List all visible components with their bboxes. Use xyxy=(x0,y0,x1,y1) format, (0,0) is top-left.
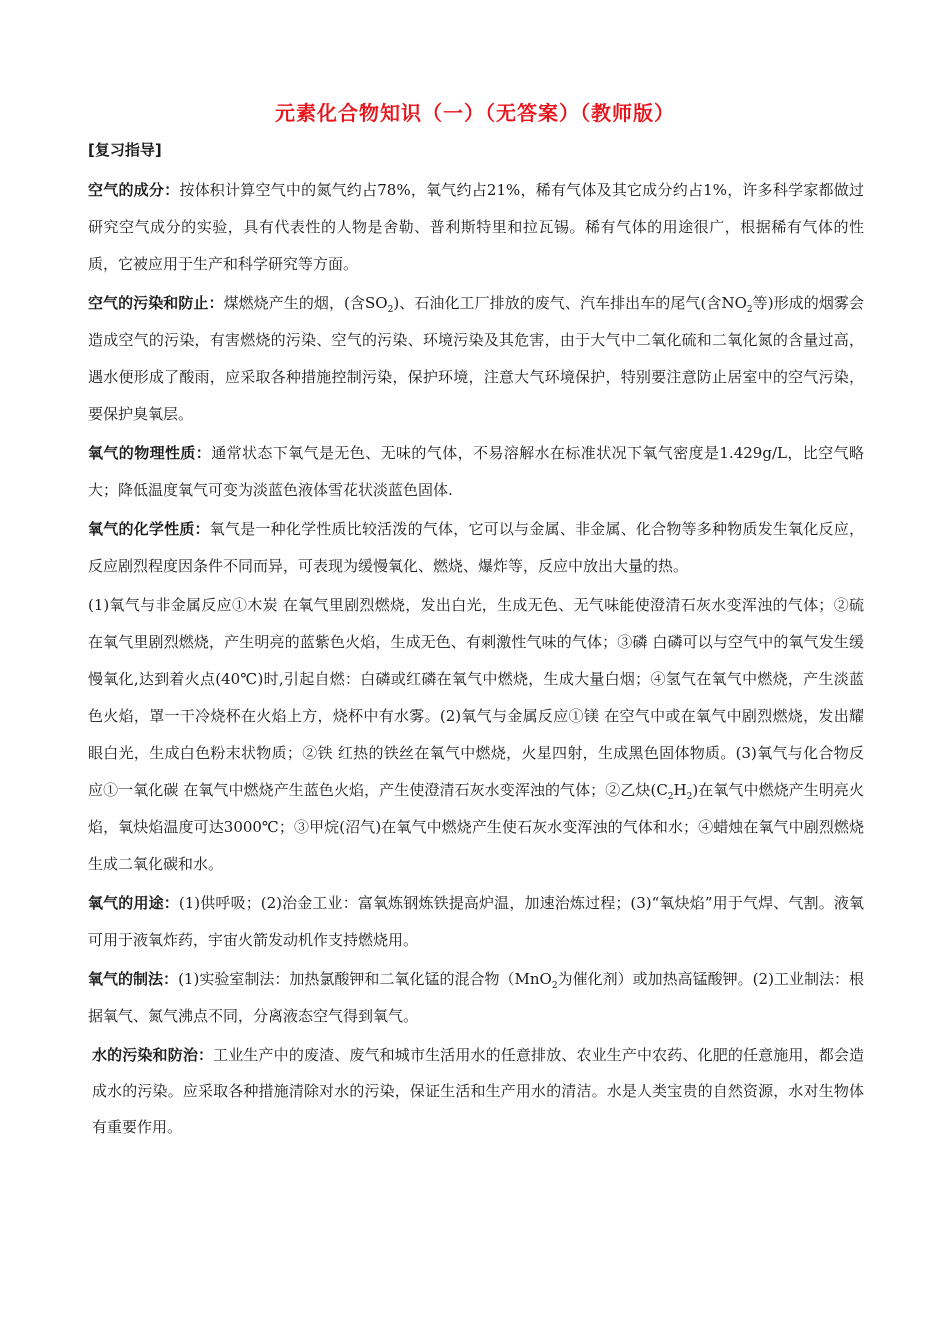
paragraph-oxygen-preparation xyxy=(88,961,864,1035)
page-title: 元素化合物知识（一）（无答案）（教师版） xyxy=(275,101,675,125)
text-oxygen-preparation-2: 为催化剂）或加热高锰酸钾。(2)工业制法：根据氧气、氮气沸点不同，分离液态空气得到氧气。 xyxy=(88,970,864,1025)
subscript: 2 xyxy=(667,792,674,802)
text-air-pollution-3: 等)形成的烟雾会造成空气的污染，有害燃烧的污染、空气的污染、环境污染及其危害，由于大气中二氧化硫和二氧化氮的含量过高，遇水便形成了酸雨，应采取各种措施控制污染，保护环境，注意大气环境保护，特别要注意防止居室中的空气污染，要保护臭氧层。 xyxy=(88,294,864,423)
text-water-pollution: 工业生产中的废渣、废气和城市生活用水的任意排放、农业生产中农药、化肥的任意施用，都会造成水的污染。应采取各种措施清除对水的污染，保证生活和生产用水的清洁。水是人类宝贵的自然资源，水对生物体有重要作用。 xyxy=(92,1046,864,1136)
paragraph-water-pollution xyxy=(88,1037,864,1145)
text-reactions-2: H xyxy=(673,781,687,799)
subscript: 2 xyxy=(387,305,394,315)
text-reactions-3: )在氧气中燃烧产生明亮火焰，氧炔焰温度可达3000℃；③甲烷(沼气)在氧气中燃烧产生使石灰水变浑浊的气体和水；④蜡烛在氧气中剧烈燃烧生成二氧化碳和水。 xyxy=(88,781,864,873)
subscript: 2 xyxy=(746,305,753,315)
term-oxygen-preparation: 氧气的制法： xyxy=(88,970,179,988)
term-air-pollution: 空气的污染和防止： xyxy=(88,294,224,312)
text-reactions-1: (1)氧气与非金属反应①木炭 在氧气里剧烈燃烧，发出白光，生成无色、无气味能使澄清石灰水变浑浊的气体；②硫 在氧气里剧烈燃烧，产生明亮的蓝紫色火焰，生成无色、有刺激性气味的气体；③磷 白磷可以与空气中的氧气发生缓慢氧化,达到着火点(40℃)时,引起自燃：白磷或红磷在氧气中燃烧，生成大量白烟；④氢气在氧气中燃烧，产生淡蓝色火焰，罩一干冷烧杯在火焰上方，烧杯中有水雾。(2)氧气与金属反应①镁 在空气中或在氧气中剧烈燃烧，发出耀眼白光，生成白色粉末状物质；②铁 红热的铁丝在氧气中燃烧，火星四射，生成黑色固体物质。(3)氧气与化合物反应①一氧化碳 在氧气中燃烧产生蓝色火焰，产生使澄清石灰水变浑浊的气体；②乙炔(C xyxy=(88,596,864,799)
term-oxygen-chemical: 氧气的化学性质： xyxy=(88,520,210,538)
document-body xyxy=(88,138,864,1147)
subscript: 2 xyxy=(551,981,558,991)
term-water-pollution: 水的污染和防治： xyxy=(92,1046,214,1064)
text-oxygen-physical: 通常状态下氧气是无色、无味的气体，不易溶解水在标准状况下氧气密度是1.429g/L，比空气略大；降低温度氧气可变为淡蓝色液体雪花状淡蓝色固体. xyxy=(88,444,864,499)
term-oxygen-physical: 氧气的物理性质： xyxy=(88,444,212,462)
text-oxygen-chemical: 氧气是一种化学性质比较活泼的气体，它可以与金属、非金属、化合物等多种物质发生氧化反应，反应剧烈程度因条件不同而异，可表现为缓慢氧化、燃烧、爆炸等，反应中放出大量的热。 xyxy=(88,520,864,575)
term-air-composition: 空气的成分： xyxy=(88,181,180,199)
text-air-composition: 按体积计算空气中的氮气约占78%，氧气约占21%，稀有气体及其它成分约占1%，许多科学家都做过研究空气成分的实验，具有代表性的人物是舍勒、普利斯特里和拉瓦锡。稀有气体的用途很广，根据稀有气体的性质，它被应用于生产和科学研究等方面。 xyxy=(88,181,864,273)
paragraph-oxygen-uses xyxy=(88,885,864,959)
paragraph-reactions xyxy=(88,587,864,883)
term-oxygen-uses: 氧气的用途： xyxy=(88,894,179,912)
paragraph-air-pollution xyxy=(88,285,864,433)
text-oxygen-uses: (1)供呼吸；(2)治金工业：富氧炼钢炼铁提高炉温，加速治炼过程；(3)“氧炔焰”用于气焊、气割。液氧可用于液氧炸药，宇宙火箭发动机作支持燃烧用。 xyxy=(88,894,864,949)
paragraph-oxygen-physical xyxy=(88,435,864,509)
paragraph-oxygen-chemical xyxy=(88,511,864,585)
text-air-pollution-1: 煤燃烧产生的烟，(含SO xyxy=(223,294,388,312)
text-oxygen-preparation-1: (1)实验室制法：加热氯酸钾和二氧化锰的混合物（MnO xyxy=(178,970,552,988)
text-air-pollution-2: )、石油化工厂排放的废气、汽车排出车的尾气(含NO xyxy=(393,294,747,312)
subscript: 2 xyxy=(686,792,693,802)
section-heading: [复习指导] xyxy=(88,141,162,159)
paragraph-air-composition xyxy=(88,172,864,283)
